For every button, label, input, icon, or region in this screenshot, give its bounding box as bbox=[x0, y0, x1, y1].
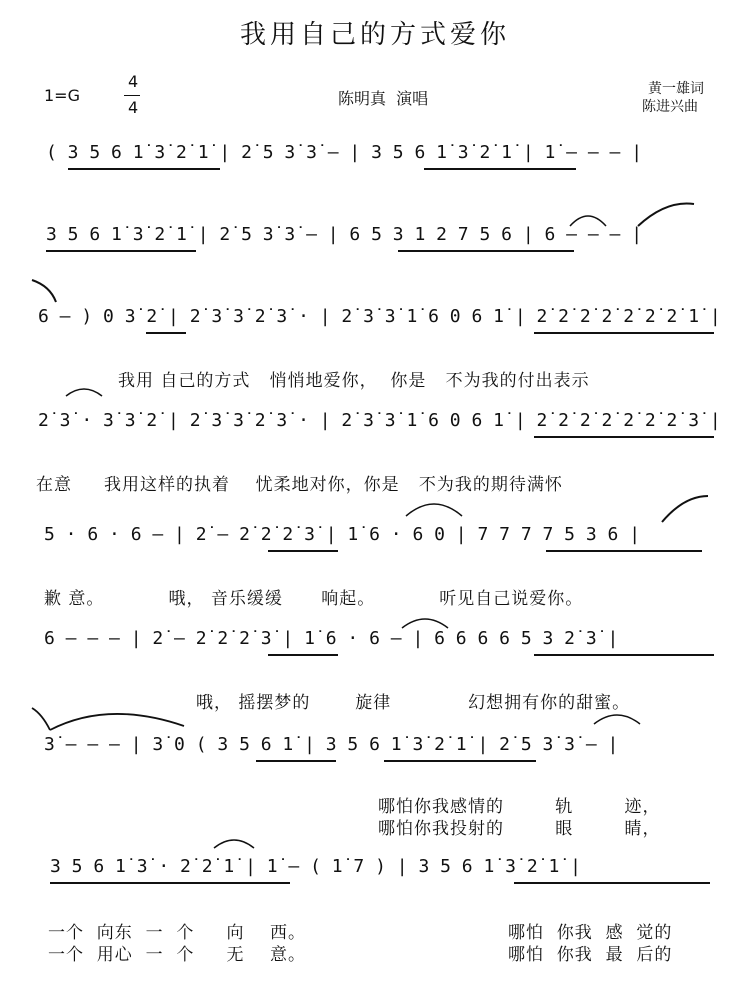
slur bbox=[404, 496, 464, 518]
lyric-line: 一个 用心 一 个 无 意。 bbox=[48, 945, 307, 965]
key-signature: 1=G bbox=[44, 86, 80, 105]
slur bbox=[568, 208, 608, 228]
notation-line: 6 — ) 0 3̇ 2̇ | 2̇ 3̇ 3̇ 2̇ 3̇ · | 2̇ 3̇ 3̇ 1̇ 6 0 6 1̇ | 2̇ 2̇ 2̇ 2̇ 2̇ 2̇ 2̇ 1̇ | bbox=[38, 306, 721, 327]
time-signature-bottom: 4 bbox=[128, 98, 139, 117]
beam bbox=[546, 550, 702, 552]
lyric-line: 歉 意。 哦， 音乐缓缓 响起。 听见自己说爱你。 bbox=[44, 589, 584, 609]
beam bbox=[398, 250, 574, 252]
lyric-line: 哪怕 你我 感 觉的 bbox=[508, 923, 673, 943]
time-signature-divider bbox=[124, 95, 140, 96]
composer-credit: 陈进兴曲 bbox=[642, 99, 698, 115]
beam bbox=[424, 168, 576, 170]
beam bbox=[534, 332, 714, 334]
beam bbox=[514, 882, 710, 884]
lyric-line: 哦， 摇摆梦的 旋律 幻想拥有你的甜蜜。 bbox=[196, 693, 631, 713]
beam bbox=[534, 654, 714, 656]
tie bbox=[30, 276, 60, 306]
tie bbox=[636, 200, 696, 230]
lyric-line: 哪怕你我投射的 眼 睛， bbox=[378, 819, 661, 839]
notation-line: ( 3 5 6 1̇ 3̇ 2̇ 1̇ | 2̇ 5 3̇ 3̇ — | 3 5 6 1̇ 3̇ 2̇ 1̇ | 1̇ — — — | bbox=[46, 142, 643, 163]
beam bbox=[68, 168, 220, 170]
beam bbox=[268, 550, 338, 552]
lyric-line: 哪怕你我感情的 轨 迹， bbox=[378, 797, 661, 817]
notation-line: 2̇ 3̇ · 3̇ 3̇ 2̇ | 2̇ 3̇ 3̇ 2̇ 3̇ · | 2̇ 3̇ 3̇ 1̇ 6 0 6 1̇ | 2̇ 2̇ 2̇ 2̇ 2̇ 2̇ 2̇ 3̇ | bbox=[38, 410, 721, 431]
performer-credit: 陈明真 演唱 bbox=[338, 89, 429, 108]
lyric-line: 在意 我用这样的执着 忧柔地对你，你是 不为我的期待满怀 bbox=[36, 475, 563, 495]
beam bbox=[256, 760, 336, 762]
notation-line: 6 — — — | 2̇ — 2̇ 2̇ 2̇ 3̇ | 1̇ 6 · 6 — | 6 6 6 6 5 3 2̇ 3̇ | bbox=[44, 628, 619, 649]
slur bbox=[64, 384, 104, 398]
beam bbox=[50, 882, 290, 884]
lyric-line: 哪怕 你我 最 后的 bbox=[508, 945, 673, 965]
tie bbox=[660, 494, 710, 524]
song-title: 我用自己的方式爱你 bbox=[239, 20, 510, 50]
notation-line: 3̇ — — — | 3̇ 0 ( 3 5 6 1̇ | 3 5 6 1̇ 3̇ 2̇ 1̇ | 2̇ 5 3̇ 3̇ — | bbox=[44, 734, 619, 755]
notation-line: 3 5 6 1̇ 3̇ · 2̇ 2̇ 1̇ | 1̇ — ( 1̇ 7 ) | 3 5 6 1̇ 3̇ 2̇ 1̇ | bbox=[50, 856, 582, 877]
notation-line: 5 · 6 · 6 — | 2̇ — 2̇ 2̇ 2̇ 3̇ | 1̇ 6 · 6 0 | 7 7 7 7 5 3 6 | bbox=[44, 524, 641, 545]
notation-line: 3 5 6 1̇ 3̇ 2̇ 1̇ | 2̇ 5 3̇ 3̇ — | 6 5 3 1 2 7 5 6 | 6 — — — | bbox=[46, 224, 643, 245]
beam bbox=[46, 250, 196, 252]
lyric-line: 我用 自己的方式 悄悄地爱你， 你是 不为我的付出表示 bbox=[118, 371, 590, 391]
lyric-line: 一个 向东 一 个 向 西。 bbox=[48, 923, 307, 943]
time-signature-top: 4 bbox=[128, 72, 139, 91]
slur bbox=[212, 834, 256, 850]
beam bbox=[268, 654, 338, 656]
beam bbox=[384, 760, 536, 762]
slur bbox=[592, 708, 642, 726]
beam bbox=[534, 436, 714, 438]
lyricist-credit: 黄一雄词 bbox=[648, 81, 704, 97]
beam bbox=[146, 332, 186, 334]
